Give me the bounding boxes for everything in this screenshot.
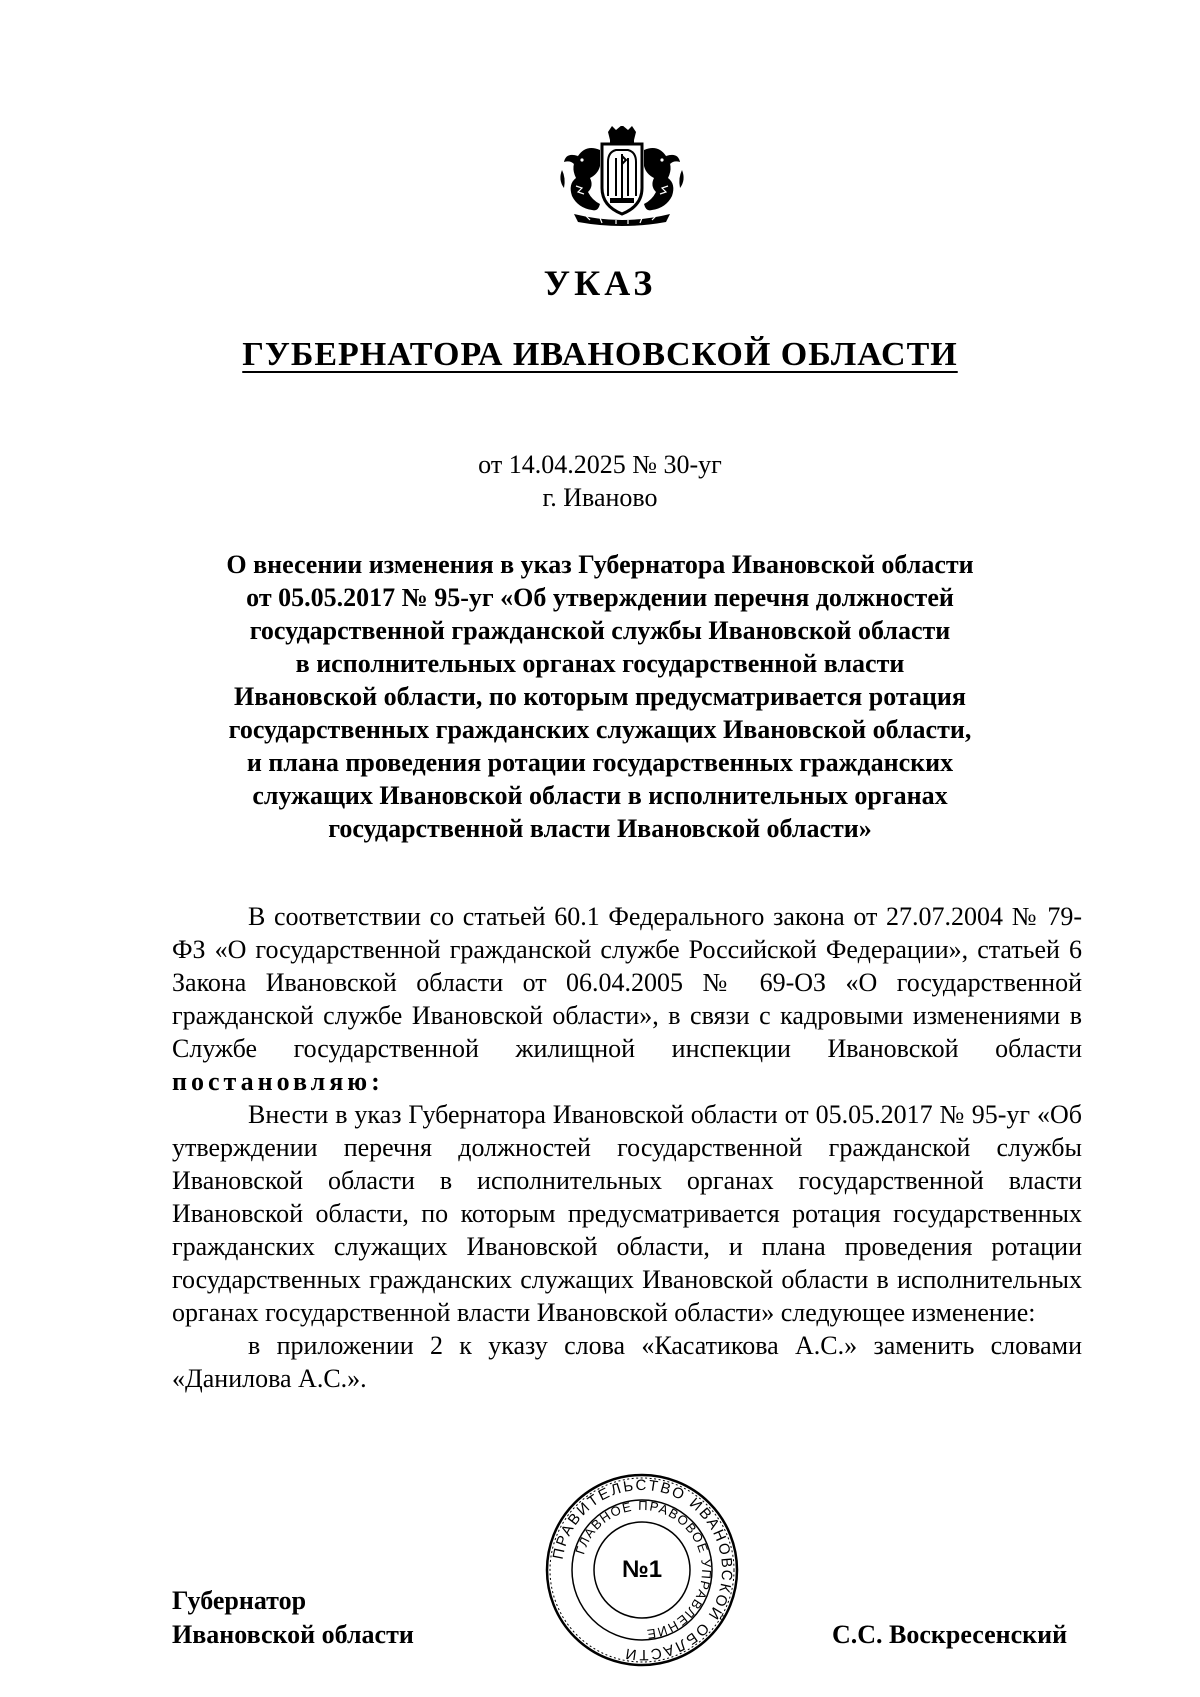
title-line: О внесении изменения в указ Губернатора Ивановской области — [226, 550, 974, 579]
date-number-block — [0, 448, 1200, 514]
body-paragraph-amendment: Внести в указ Губернатора Ивановской области от 05.05.2017 № 95-уг «Об утверждении перечня должностей государственной гражданской службы Ивановской области в исполнительных органах государственной власти Ивановской области, по которым предусматривается ротация государственных гражданских служащих Ивановской области, и плана проведения ротации государственных гражданских служащих Ивановской области в исполнительных органах государственной власти Ивановской области» следующее изменение: — [172, 1100, 1082, 1327]
stamp-inner-text: ГЛАВНОЕ ПРАВОВОЕ УПРАВЛЕНИЕ — [572, 1497, 715, 1643]
city-line: г. Иваново — [542, 483, 658, 512]
stamp-outer-text: ПРАВИТЕЛЬСТВО ИВАНОВСКОЙ ОБЛАСТИ — [549, 1476, 736, 1664]
signatory-name: С.С. Воскресенский — [832, 1620, 1068, 1649]
title-line: государственной власти Ивановской области» — [328, 814, 872, 843]
signatory-position-line: Губернатор — [172, 1586, 307, 1615]
coat-of-arms-icon — [556, 126, 688, 226]
resolve-word: постановляю: — [172, 1067, 384, 1096]
decree-body — [172, 900, 1082, 1395]
signatory-position-line: Ивановской области — [172, 1620, 414, 1649]
issuer-heading: ГУБЕРНАТОРА ИВАНОВСКОЙ ОБЛАСТИ — [242, 336, 958, 373]
document-type-heading: УКАЗ — [543, 263, 657, 303]
title-line: государственных гражданских служащих Ивановской области, — [228, 715, 972, 744]
signatory-position — [172, 1584, 414, 1652]
preamble-text: В соответствии со статьей 60.1 Федерального закона от 27.07.2004 № 79-ФЗ «О государственной гражданской службе Российской Федерации», статьей 6 Закона Ивановской области от 06.04.2005 № 69-ОЗ «О государственной гражданской службе Ивановской области», в связи с кадровыми изменениями в Службе государственной жилищной инспекции Ивановской области — [172, 902, 1082, 1063]
title-line: государственной гражданской службы Ивановской области — [249, 616, 951, 645]
stamp-number: №1 — [621, 1556, 663, 1583]
title-line: Ивановской области, по которым предусматривается ротация — [234, 682, 966, 711]
body-paragraph-change: в приложении 2 к указу слова «Касатикова А.С.» заменить словами «Данилова А.С.». — [172, 1331, 1082, 1393]
title-line: от 05.05.2017 № 95-уг «Об утверждении перечня должностей — [246, 583, 954, 612]
date-number-line: от 14.04.2025 № 30-уг — [478, 450, 722, 479]
title-line: в исполнительных органах государственной власти — [295, 649, 905, 678]
title-line: служащих Ивановской области в исполнительных органах — [252, 781, 948, 810]
title-line: и плана проведения ротации государственных гражданских — [246, 748, 954, 777]
body-paragraph-preamble — [172, 900, 1082, 1098]
decree-title — [190, 548, 1010, 845]
